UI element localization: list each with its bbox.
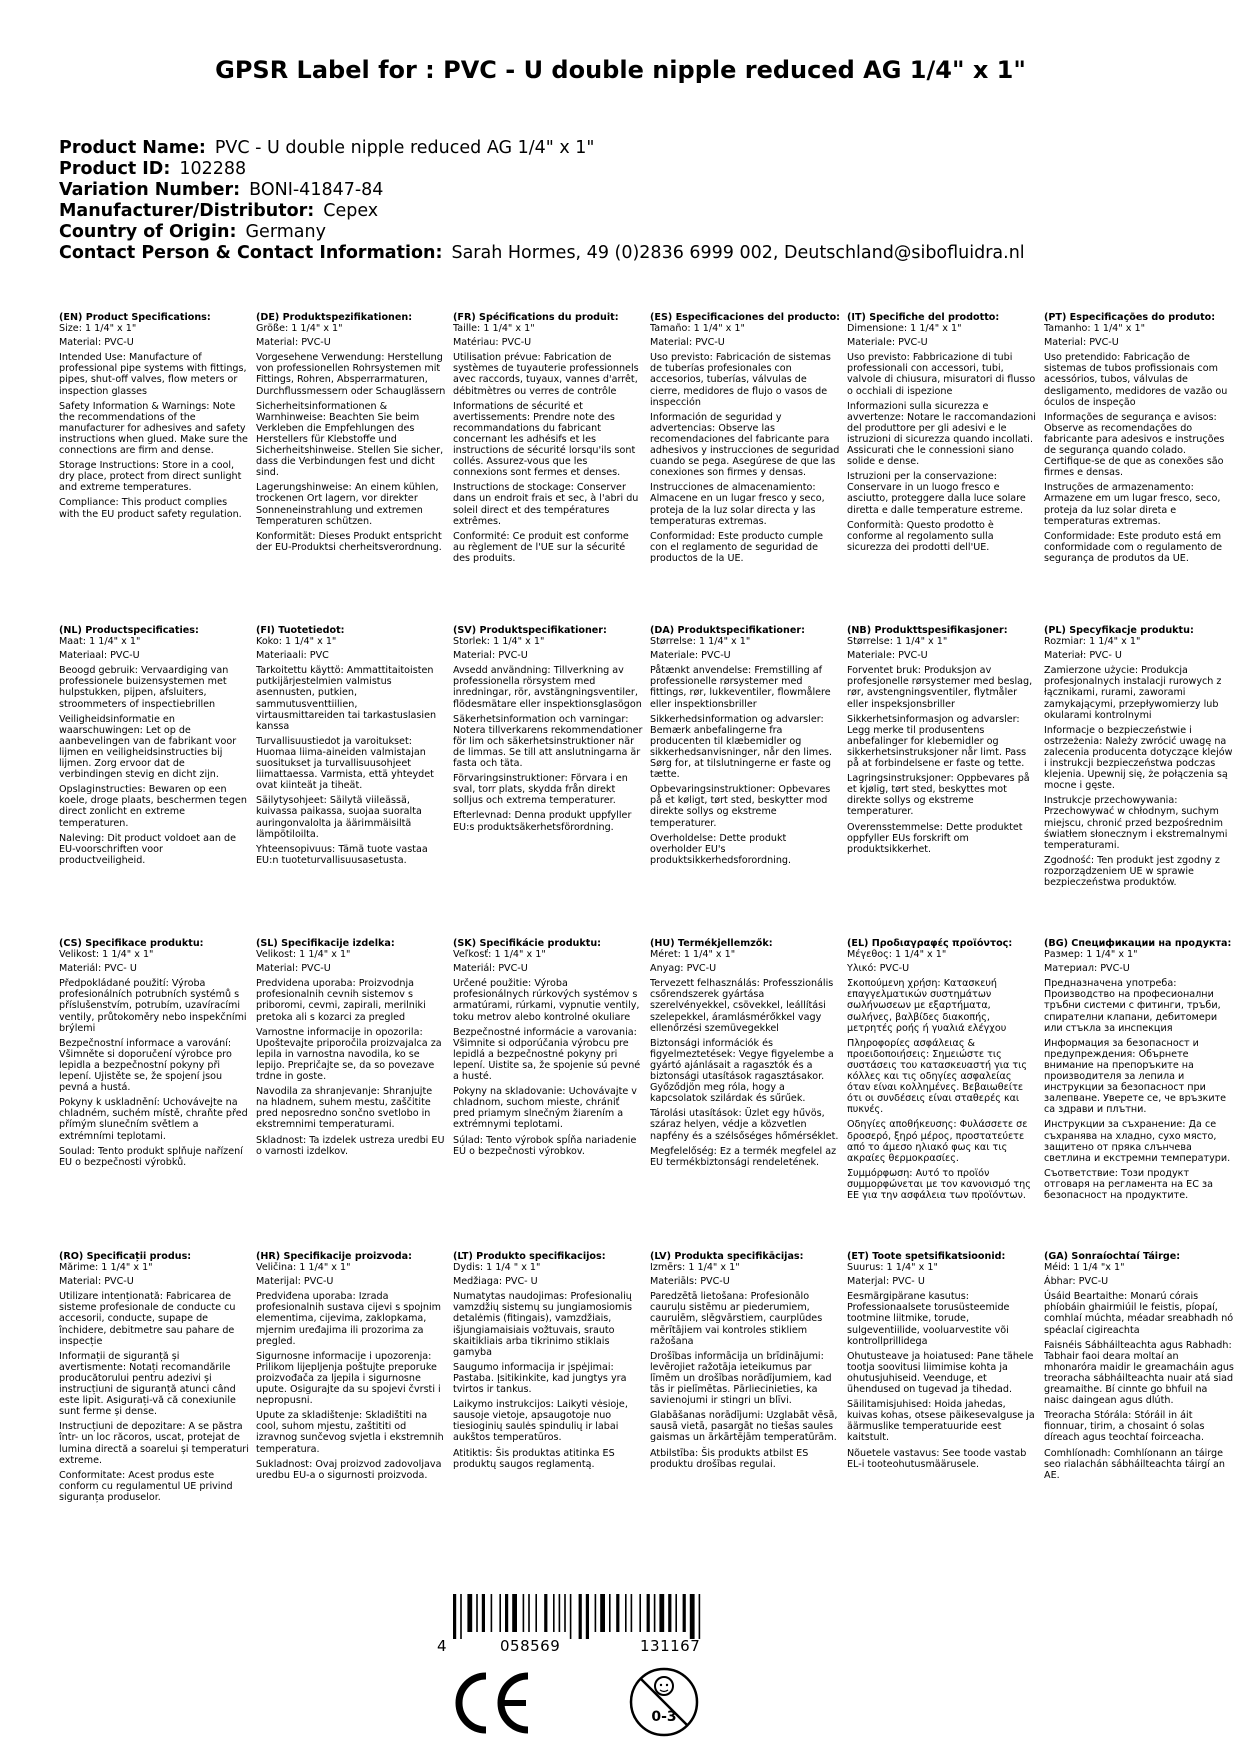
spec-block [650,312,840,616]
spec-block [1044,625,1234,929]
spec-paragraph: Uso previsto: Fabbricazione di tubi professionali con accessori, tubi, valvole di chiusura, misuratori di flusso o occhiali di ispezione [847,352,1036,397]
spec-heading: (NL) Productspecificaties: [59,625,199,636]
spec-paragraph: Safety Information & Warnings: Note the recommendations of the manufacturer for adhesives and safety instructions when glued. Make sure the connections are firm and dense. [59,400,248,457]
spec-line: Méid: 1 1/4 "x 1" [1044,1262,1125,1274]
spec-line: Materiál: PVC-U [453,963,528,975]
spec-paragraph: Varnostne informacije in opozorila: Upoštevajte priporočila proizvajalca za lepila in varnostna navodila, ko se lepijo. Prepričajte se, da so povezave trdne in goste. [256,1026,442,1083]
spec-paragraph: Faisnéis Sábháilteachta agus Rabhadh: Tabhair faoi deara moltaí an mhonaróra maidir le greamacháin agus treoracha sábháilteachta nuair atá siad greamaithe. Bí cinnte go bhfuil na naisc daingean agus dlúth. [1044,1339,1234,1407]
spec-paragraph: Veiligheidsinformatie en waarschuwingen: Let op de aanbevelingen van de fabrikant voor lijmen en veiligheidsinstructies bij lijmen. Zorg ervoor dat de verbindingen stevig en dicht zijn. [59,713,237,781]
spec-heading: (EN) Product Specifications: [59,312,211,323]
spec-paragraph: Conformidade: Este produto está em conformidade com o regulamento de segurança de produtos da UE. [1044,530,1223,564]
spec-paragraph: Conformité: Ce produit est conforme au règlement de l'UE sur la sécurité des produits. [453,530,629,564]
barcode-bar [499,1594,501,1632]
spec-paragraph: Predviđena uporaba: Izrada profesionalnih sustava cijevi s spojnim elementima, cijevima, zaklopkama, mjernim uređajima ili prozorima za pregled. [256,1291,441,1347]
spec-paragraph: Instrucciones de almacenamiento: Almacene en un lugar fresco y seco, proteja de la luz solar directa y las temperaturas extremas. [650,482,825,527]
spec-paragraph: Utilisation prévue: Fabrication de systèmes de tuyauterie professionnels avec raccords, tuyaux, vannes d'arrêt, débitmètres ou verres de contrôle [453,352,639,397]
spec-line: Größe: 1 1/4" x 1" [256,323,343,335]
spec-line: Rozmiar: 1 1/4" x 1" [1044,636,1141,648]
info-label: Variation Number: [59,180,241,200]
info-value: Cepex [323,201,379,221]
spec-paragraph: Atbilstība: Šis produkts atbilst ES produktu drošības regulai. [650,1447,809,1470]
info-label: Manufacturer/Distributor: [59,201,315,221]
spec-paragraph: Lagringsinstruksjoner: Oppbevares på et kjølig, tørt sted, beskyttes mot direkte sollys og ekstreme temperaturer. [847,773,1030,818]
spec-block [847,1251,1037,1555]
spec-line: Материал: PVC-U [1044,963,1130,975]
spec-paragraph: Overensstemmelse: Dette produktet oppfyller EUs forskrift om produktsikkerhet. [847,821,1023,855]
spec-paragraph: Soulad: Tento produkt splňuje nařízení EU o bezpečnosti výrobků. [59,1145,243,1168]
info-label: Product ID: [59,159,171,179]
spec-line: Suurus: 1 1/4" x 1" [847,1262,938,1274]
spec-heading: (PT) Especificações do produto: [1044,312,1216,323]
spec-line: Materiale: PVC-U [847,650,928,662]
barcode-bars-icon [437,1594,742,1639]
spec-paragraph: Uso previsto: Fabricación de sistemas de tuberías profesionales con accesorios, tuberías, válvulas de cierre, medidores de flujo o vasos de inspección [650,352,831,408]
spec-paragraph: Информация за безопасност и предупреждения: Обърнете внимание на препоръките на производителя за лепила и инструкции за безопасност при залепване. Уверете се, че връзките са здрави и плътни. [1044,1037,1227,1116]
spec-paragraph: Säilitamisjuhised: Hoida jahedas, kuivas kohas, otsese päikesevalguse ja äärmuslike temperatuuride eest kaitstult. [847,1399,1035,1444]
spec-line: Size: 1 1/4" x 1" [59,323,137,335]
spec-paragraph: Overholdelse: Dette produkt overholder EU's produktsikkerhedsforordning. [650,832,792,866]
spec-paragraph: Lagerungshinweise: An einem kühlen, trockenen Ort lagern, vor direkter Sonneneinstrahlung und extremen Temperaturen schützen. [256,482,439,527]
page-title: GPSR Label for : PVC - U double nipple reduced AG 1/4" x 1" [215,56,1026,84]
barcode-bar [690,1594,695,1639]
spec-paragraph: Uso pretendido: Fabricação de sistemas de tubos profissionais com acessórios, tubos, válvulas de desligamento, medidores de vazão ou óculos de inspeção [1044,352,1228,408]
spec-paragraph: Instruções de armazenamento: Armazene em um lugar fresco, seco, proteja da luz solar direta e temperaturas extremas. [1044,482,1221,527]
spec-paragraph: Skladnost: Ta izdelek ustreza uredbi EU o varnosti izdelkov. [256,1134,445,1157]
spec-paragraph: Predvidena uporaba: Proizvodnja profesionalnih cevnih sistemov s priboromi, cevmi, zapirali, merilniki pretoka ali s kozarci za pregled [256,978,426,1023]
spec-block [453,625,643,929]
barcode-bar [544,1594,547,1632]
spec-heading: (IT) Specifiche del prodotto: [847,312,1000,323]
info-row [59,243,1199,264]
spec-paragraph: Nõuetele vastavus: See toode vastab EL-i tooteohutusmäärusele. [847,1447,1027,1470]
spec-grid [59,312,1234,1574]
spec-block [847,938,1037,1242]
spec-paragraph: Sikkerhetsinformasjon og advarsler: Legg merke til produsentens anbefalinger for klebemidler og sikkerhetsinstruksjoner når limt. Pass på at forbindelsene er faste og tette. [847,713,1027,770]
barcode-bar [675,1594,677,1632]
spec-block [256,625,446,929]
spec-paragraph: Efterlevnad: Denna produkt uppfyller EU:s produktsäkerhetsförordning. [453,810,632,833]
spec-line: Velikost: 1 1/4" x 1" [256,949,351,961]
spec-line: Tamaño: 1 1/4" x 1" [650,323,745,335]
spec-line: Tamanho: 1 1/4" x 1" [1044,323,1145,335]
barcode-bar [564,1594,566,1632]
spec-line: Material: PVC-U [59,1276,134,1288]
info-value: Germany [245,222,326,242]
spec-block [453,312,643,616]
barcode-bar [579,1594,582,1639]
spec-paragraph: Informações de segurança e avisos: Observe as recomendações do fabricante para adesivos e instruções de segurança quando colado. Certifique-se de que as conexões são firmes e densas. [1044,411,1225,479]
spec-line: Ábhar: PVC-U [1044,1276,1109,1288]
spec-heading: (PL) Specyfikacje produktu: [1044,625,1194,636]
info-label: Product Name: [59,138,206,158]
spec-block [650,938,840,1242]
spec-paragraph: Yhteensopivuus: Tämä tuote vastaa EU:n tuoteturvallisuusasetusta. [256,843,428,866]
spec-line: Izmērs: 1 1/4" x 1" [650,1262,740,1274]
spec-paragraph: Conformità: Questo prodotto è conforme al regolamento sulla sicurezza dei prodotti dell'UE. [847,519,994,553]
barcode-bar [654,1594,656,1632]
spec-heading: (LT) Produkto specifikacijos: [453,1251,606,1262]
spec-paragraph: Bezpečnostné informácie a varovania: Všimnite si odporúčania výrobcu pre lepidlá a bezpečnostné pokyny pri lepení. Uistite sa, že spojenie sú pevné a husté. [453,1026,641,1083]
spec-block [1044,938,1234,1242]
spec-line: Υλικό: PVC-U [847,963,910,975]
spec-line: Размер: 1 1/4" x 1" [1044,949,1138,961]
spec-paragraph: Upute za skladištenje: Skladištiti na cool, suhom mjestu, zaštititi od izravnog sunčevog svjetla i ekstremnih temperatura. [256,1410,444,1455]
spec-block [453,1251,643,1555]
barcode-bar [512,1594,517,1632]
spec-paragraph: Bezpečnostní informace a varování: Všimněte si doporučení výrobce pro lepidla a bezpečnostní pokyny při lepení. Ujistěte se, že spojení jsou pevná a hustá. [59,1037,232,1094]
spec-block [59,625,249,929]
spec-block [650,1251,840,1555]
spec-block [650,625,840,929]
spec-block [453,938,643,1242]
barcode-group-1: 058569 [500,1637,561,1655]
spec-line: Material: PVC-U [1044,337,1119,349]
barcode-bar [467,1594,472,1632]
spec-line: Størrelse: 1 1/4" x 1" [847,636,948,648]
spec-paragraph: Pokyny k uskladnění: Uchovávejte na chladném, suchém místě, chraňte před přímým slunečním světlem a extrémními teplotami. [59,1097,248,1142]
spec-paragraph: Zgodność: Ten produkt jest zgodny z rozporządzeniem UE w sprawie bezpieczeństwa produktów. [1044,854,1220,888]
spec-heading: (LV) Produkta specifikācijas: [650,1251,804,1262]
spec-heading: (NB) Produkttspesifikasjoner: [847,625,1008,636]
spec-line: Dimensione: 1 1/4" x 1" [847,323,962,335]
barcode-bar [683,1594,686,1632]
info-value: 102288 [179,159,247,179]
barcode-bar [559,1594,561,1632]
barcode-group-2: 131167 [640,1637,701,1655]
barcode-bar [528,1594,530,1632]
spec-line: Veličina: 1 1/4" x 1" [256,1262,351,1274]
spec-block [847,625,1037,929]
barcode-bar [482,1594,485,1632]
info-label: Contact Person & Contact Information: [59,243,443,263]
spec-paragraph: Conformidad: Este producto cumple con el reglamento de seguridad de productos de la UE. [650,530,823,564]
spec-line: Veľkosť: 1 1/4" x 1" [453,949,546,961]
spec-line: Matériau: PVC-U [453,337,532,349]
spec-paragraph: Pokyny na skladovanie: Uchovávajte v chladnom, suchom mieste, chrániť pred priamym slnečným žiarením a extrémnymi teplotami. [453,1086,637,1131]
spec-line: Maat: 1 1/4" x 1" [59,636,141,648]
spec-heading: (DE) Produktspezifikationen: [256,312,413,323]
spec-block [1044,1251,1234,1555]
spec-paragraph: Eesmärgipärane kasutus: Professionaalsete torusüsteemide tootmine liitmike, torude, sulgeventiilide, vooluarvestite või kontrollprillidega [847,1291,1010,1347]
info-value: BONI-41847-84 [249,180,384,200]
barcode-bar [647,1594,650,1632]
spec-paragraph: Biztonsági információk és figyelmeztetések: Vegye figyelembe a gyártó ajánlásait a ragasztók és a biztonsági utasítások ragasztásakor. Győződjön meg róla, hogy a kapcsolatok szilárdak és sűrűek. [650,1037,834,1105]
info-row [59,201,1199,222]
spec-paragraph: Megfelelőség: Ez a termék megfelel az EU termékbiztonsági rendeletének. [650,1145,837,1168]
spec-line: Méret: 1 1/4" x 1" [650,949,736,961]
spec-line: Velikost: 1 1/4" x 1" [59,949,154,961]
barcode-bar [625,1594,627,1632]
spec-paragraph: Súlad: Tento výrobok spĺňa nariadenie EÚ o bezpečnosti výrobkov. [453,1134,637,1157]
barcode-bar [616,1594,619,1632]
spec-paragraph: Naleving: Dit product voldoet aan de EU-voorschriften voor productveiligheid. [59,832,236,866]
spec-paragraph: Compliance: This product complies with the EU product safety regulation. [59,497,242,520]
spec-line: Material: PVC-U [256,337,331,349]
spec-line: Taille: 1 1/4" x 1" [453,323,535,335]
spec-paragraph: Treoracha Stórála: Stóráil in áit fionnuar, tirim, a chosaint ó solas díreach agus teochtaí foirceacha. [1044,1410,1205,1444]
spec-paragraph: Určené použitie: Výroba profesionálnych rúrkových systémov s armatúrami, rúrkami, vypnutie ventily, toku metrov alebo kontrolné okuliare [453,978,640,1023]
info-row [59,159,1199,180]
spec-paragraph: Instrucțiuni de depozitare: A se păstra într- un loc răcoros, uscat, protejat de lumina directă a soarelui și temperaturi extreme. [59,1421,249,1466]
spec-line: Materiaal: PVC-U [59,650,140,662]
barcode-bar [668,1594,671,1632]
spec-paragraph: Numatytas naudojimas: Profesionalių vamzdžių sistemų su jungiamosiomis detalėmis (fitingais), vamzdžiais, išjungiamaisiais vožtuvais, srauto skaitikliais arba tikrinimo stiklais gamyba [453,1291,633,1358]
spec-paragraph: Οδηγίες αποθήκευσης: Φυλάσσετε σε δροσερό, ξηρό μέρος, προστατεύετε από το άμεσο ηλιακό φως και τις ακραίες θερμοκρασίες. [847,1119,1028,1164]
spec-heading: (HU) Termékjellemzők: [650,938,773,949]
spec-heading: (FR) Spécifications du produit: [453,312,619,323]
barcode-bar [460,1594,462,1639]
spec-paragraph: Sicherheitsinformationen & Warnhinweise: Beachten Sie beim Verkleben die Empfehlungen des Herstellers für Klebstoffe und Sicherheitshinweise. Stellen Sie sicher, dass die Verbindungen fest und dicht sind. [256,400,444,479]
spec-paragraph: Инструкции за съхранение: Да се съхранява на хладно, сухо място, защитено от пряка слънчева светлина и екстремни температури. [1044,1119,1231,1164]
ce-mark-icon [452,1670,534,1736]
spec-paragraph: Instrukcje przechowywania: Przechowywać w chłodnym, suchym miejscu, chronić przed bezpośrednim światłem słonecznym i ekstremalnymi temperaturami. [1044,795,1228,851]
product-info [59,138,1199,264]
spec-line: Material: PVC-U [453,650,528,662]
barcode-bar [609,1594,611,1632]
spec-paragraph: Informacje o bezpieczeństwie i ostrzeżenia: Należy zwrócić uwagę na zalecenia producenta dotyczące klejów i instrukcji bezpieczeństwa podczas klejenia. Upewnij się, że połączenia są mocne i gęste. [1044,724,1233,792]
spec-paragraph: Vorgesehene Verwendung: Herstellung von professionellen Rohrsystemen mit Fittings, Rohren, Absperrarmaturen, Durchflussmessern oder Schauglässern [256,352,446,397]
spec-paragraph: Съответствие: Този продукт отговаря на регламента на ЕС за безопасност на продуктите. [1044,1167,1213,1201]
spec-paragraph: Sukladnost: Ovaj proizvod zadovoljava uredbu EU-a o sigurnosti proizvoda. [256,1458,442,1481]
spec-line: Medžiaga: PVC- U [453,1276,538,1288]
spec-line: Μέγεθος: 1 1/4" x 1" [847,949,947,961]
spec-paragraph: Σκοπούμενη χρήση: Κατασκευή επαγγελματικών συστημάτων σωλήνωσεων με εξαρτήματα, σωλήνες, βαλβίδες διακοπής, μετρητές ροής ή γυαλιά ελέγχου [847,978,1007,1034]
barcode-bar [553,1594,555,1632]
spec-line: Materiāls: PVC-U [650,1276,730,1288]
spec-paragraph: Předpokládané použití: Výroba profesionálních potrubních systémů s příslušenstvím, potrubím, uzavíracími ventily, průtokoměry nebo inspekčními brýlemi [59,978,247,1034]
barcode-bar [586,1594,589,1639]
barcode-bar [570,1594,572,1639]
spec-paragraph: Påtænkt anvendelse: Fremstilling af professionelle rørsystemer med fittings, rør, lukkeventiler, flowmålere eller inspektionsbriller [650,665,831,710]
spec-paragraph: Atitiktis: Šis produktas atitinka ES produktų saugos reglamentą. [453,1447,615,1470]
spec-line: Material: PVC-U [256,963,331,975]
barcode-bar [491,1594,493,1632]
info-row [59,180,1199,201]
spec-paragraph: Informations de sécurité et avertissements: Prendre note des recommandations du fabricant concernant les adhésifs et les instructions de sécurité lorsqu'ils sont collés. Assurez-vous que les connexions sont fermes et denses. [453,400,636,479]
barcode-bar [639,1594,641,1632]
spec-line: Koko: 1 1/4" x 1" [256,636,337,648]
not-for-children-0-3-icon [628,1662,700,1742]
spec-block [59,312,249,616]
spec-line: Materiale: PVC-U [847,337,928,349]
spec-paragraph: Συμμόρφωση: Αυτό το προϊόν συμμορφώνεται με τον κανονισμό της ΕΕ για την ασφάλεια των προϊόντων. [847,1167,1031,1201]
barcode-bar [453,1594,456,1639]
spec-paragraph: Utilizare intenționată: Fabricarea de sisteme profesionale de conducte cu accesorii, conducte, supape de închidere, debitmetre sau pahare de inspecție [59,1291,236,1347]
info-value: PVC - U double nipple reduced AG 1/4" x 1" [214,138,595,158]
spec-heading: (RO) Specificații produs: [59,1251,192,1262]
spec-line: Storlek: 1 1/4" x 1" [453,636,545,648]
spec-block [59,938,249,1242]
spec-paragraph: Turvallisuustiedot ja varoitukset: Huomaa liima-aineiden valmistajan suositukset ja turvallisuusohjeet liimattaessa. Varmista, että yhteydet ovat kiinteät ja tiheät. [256,735,434,792]
spec-block [256,1251,446,1555]
spec-line: Material: PVC-U [650,337,725,349]
spec-heading: (DA) Produktspecifikationer: [650,625,805,636]
spec-paragraph: Opslaginstructies: Bewaren op een koele, droge plaats, beschermen tegen direct zonlicht en extreme temperaturen. [59,784,247,829]
spec-heading: (ES) Especificaciones del producto: [650,312,840,323]
spec-paragraph: Laikymo instrukcijos: Laikyti vėsioje, sausoje vietoje, apsaugotoje nuo tiesioginių saulės spindulių ir labai aukštos temperatūros. [453,1399,628,1444]
spec-paragraph: Sigurnosne informacije i upozorenja: Prilikom lijepljenja poštujte preporuke proizvođača za ljepila i sigurnosne upute. Osigurajte da su spojevi čvrsti i nepropusni. [256,1350,441,1407]
spec-block [1044,312,1234,616]
info-value: Sarah Hormes, 49 (0)2836 6999 002, Deutschland@sibofluidra.nl [451,243,1025,263]
spec-line: Anyag: PVC-U [650,963,717,975]
spec-heading: (EL) Προδιαγραφές προϊόντος: [847,938,1013,949]
spec-paragraph: Saugumo informacija ir įspėjimai: Pastaba. Įsitikinkite, kad jungtys yra tvirtos ir tankus. [453,1361,627,1396]
spec-line: Materiale: PVC-U [650,650,731,662]
spec-heading: (BG) Спецификации на продукта: [1044,938,1232,949]
spec-block [59,1251,249,1555]
spec-heading: (SV) Produktspecifikationer: [453,625,607,636]
spec-paragraph: Konformität: Dieses Produkt entspricht der EU-Produktsi cherheitsverordnung. [256,530,442,553]
spec-paragraph: Informații de siguranță și avertismente: Notați recomandările producătorului pentru adezivi și instrucțiuni de siguranță atunci când este lipit. Asigurați-vă că conexiunile sunt ferme și dense. [59,1350,236,1418]
spec-paragraph: Avsedd användning: Tillverkning av professionella rörsystem med inredningar, rör, avstängningsventiler, flödesmätare eller inspektionsglasögon [453,665,642,710]
barcode-bar [505,1594,508,1632]
spec-paragraph: Tarkoitettu käyttö: Ammattitaitoisten putkijärjestelmien valmistus asennusten, putkien, sammutusventtiilien, virtausmittareiden tai tarkastuslasien kanssa [256,665,437,732]
spec-paragraph: Tervezett felhasználás: Professzionális csőrendszerek gyártása szerelvényekkel, csövekkel, leállítási szelepekkel, áramlásmérőkkel vagy ellenőrzési szemüvegekkel [650,978,834,1034]
spec-paragraph: Предназначена употреба: Производство на професионални тръбни системи с фитинги, тръби, спирателни клапани, дебитомери или стъкла за инспекция [1044,978,1221,1034]
spec-paragraph: Förvaringsinstruktioner: Förvara i en sval, torr plats, skydda från direkt solljus och extrema temperaturer. [453,773,628,807]
spec-paragraph: Säkerhetsinformation och varningar: Notera tillverkarens rekommendationer för lim och säkerhetsinstruktioner när de limmas. Se till att anslutningarna är fasta och täta. [453,713,643,770]
spec-line: Materiaali: PVC [256,650,329,662]
barcode-bar [476,1594,478,1632]
spec-line: Dydis: 1 1/4 " x 1" [453,1262,541,1274]
spec-heading: (CS) Specifikace produktu: [59,938,204,949]
barcode-bar [631,1594,633,1632]
spec-paragraph: Informazioni sulla sicurezza e avvertenze: Notare le raccomandazioni del produttore per gli adesivi e le istruzioni di sicurezza quando incollati. Assicurati che le connessioni siano solide e dense. [847,400,1036,468]
spec-paragraph: Πληροφορίες ασφάλειας & προειδοποιήσεις: Σημειώστε τις συστάσεις του κατασκευαστή για τις κόλλες και τις οδηγίες ασφαλείας όταν είναι κολλημένες. Βεβαιωθείτε ότι οι συνδέσεις είναι σταθερές και πυκνές. [847,1037,1028,1116]
spec-paragraph: Instructions de stockage: Conserver dans un endroit frais et sec, à l'abri du soleil direct et des températures extrêmes. [453,482,639,527]
spec-block [847,312,1037,616]
spec-paragraph: Zamierzone użycie: Produkcja profesjonalnych instalacji rurowych z łącznikami, rurami, zaworami zamykającymi, przepływomierzy lub okularami kontrolnymi [1044,665,1222,721]
spec-paragraph: Conformitate: Acest produs este conform cu regulamentul UE privind siguranța produselor. [59,1469,233,1503]
barcode-bar [523,1594,525,1632]
spec-paragraph: Istruzioni per la conservazione: Conservare in un luogo fresco e asciutto, proteggere dalla luce solare diretta e dalle temperature estreme. [847,471,1026,516]
spec-paragraph: Información de seguridad y advertencias: Observe las recomendaciones del fabricante para adhesivos y instrucciones de seguridad cuando se pega. Asegúrese de que las conexiones son firmes y densas. [650,411,840,479]
spec-paragraph: Glabāšanas norādījumi: Uzglabāt vēsā, sausā vietā, pasargāt no tiešas saules gaismas un ārkārtējām temperatūrām. [650,1410,838,1444]
spec-heading: (SL) Specifikacije izdelka: [256,938,395,949]
spec-line: Materijal: PVC-U [256,1276,334,1288]
info-row [59,138,1199,159]
spec-block [256,938,446,1242]
spec-block [256,312,446,616]
info-label: Country of Origin: [59,222,237,242]
info-row [59,222,1199,243]
spec-paragraph: Tárolási utasítások: Üzlet egy hűvös, száraz helyen, védje a közvetlen napfény és a szélsőséges hőmérséklet. [650,1108,839,1142]
spec-line: Materjal: PVC- U [847,1276,925,1288]
barcode-bar [595,1594,597,1632]
spec-line: Materiál: PVC- U [59,963,137,975]
spec-line: Material: PVC-U [59,337,134,349]
spec-paragraph: Säilytysohjeet: Säilytä viileässä, kuivassa paikassa, suojaa suoralta auringonvalolta ja äärimmäisiltä lämpötiloilta. [256,795,422,840]
barcode-bar [600,1594,605,1632]
spec-paragraph: Intended Use: Manufacture of professional pipe systems with fittings, pipes, shut-off valves, flow meters or inspection glasses [59,352,247,397]
spec-paragraph: Navodila za shranjevanje: Shranjujte na hladnem, suhem mestu, zaščitite pred neposredno sončno svetlobo in ekstremnimi temperaturami. [256,1086,433,1131]
spec-heading: (FI) Tuotetiedot: [256,625,345,636]
spec-paragraph: Forventet bruk: Produksjon av profesjonelle rørsystemer med beslag, rør, avstengningsventiler, flytmåler eller inspeksjonsbriller [847,665,1033,710]
barcode-bar [699,1594,701,1639]
spec-heading: (GA) Sonraíochtaí Táirge: [1044,1251,1181,1262]
spec-heading: (HR) Specifikacije proizvoda: [256,1251,412,1262]
barcode-left-digit: 4 [437,1637,447,1655]
spec-paragraph: Ohutusteave ja hoiatused: Pane tähele tootja soovitusi liimimise kohta ja ohutusjuhiseid. Veenduge, et ühendused on tugevad ja tihedad. [847,1350,1034,1396]
spec-paragraph: Sikkerhedsinformation og advarsler: Bemærk anbefalingerne fra producenten til klæbemidler og sikkerhedsanvisninger, når den limes. Sørg for, at tilslutningerne er faste og tætte. [650,713,833,781]
spec-line: Størrelse: 1 1/4" x 1" [650,636,751,648]
age-range-label: 0-3 [651,1709,677,1725]
spec-line: Mărime: 1 1/4" x 1" [59,1262,153,1274]
spec-paragraph: Storage Instructions: Store in a cool, dry place, protect from direct sunlight and extreme temperatures. [59,460,242,494]
spec-heading: (SK) Špecifikácie produktu: [453,938,602,949]
barcode-bar [535,1594,537,1632]
spec-heading: (ET) Toote spetsifikatsioonid: [847,1251,1006,1262]
spec-paragraph: Paredzētā lietošana: Profesionālo cauruļu sistēmu ar piederumiem, caurulēm, slēgvārstiem, caurplūdes mērītājiem vai kontroles stikliem ražošana [650,1291,823,1347]
spec-paragraph: Beoogd gebruik: Vervaardiging van professionele buizensystemen met hulpstukken, pijpen, afsluiters, stroommeters of inspectiebrillen [59,665,229,710]
spec-paragraph: Drošības informācija un brīdinājumi: levērojiet ražotāja ieteikumus par līmēm un drošības norādījumiem, kad tās ir pielīmētas. Pārliecinieties, ka savienojumi ir stingri un blīvi. [650,1350,832,1407]
spec-paragraph: Opbevaringsinstruktioner: Opbevares på et køligt, tørt sted, beskytter mod direkte sollys og ekstreme temperaturer. [650,784,831,829]
spec-line: Materiał: PVC- U [1044,650,1122,662]
barcode-bar [659,1594,664,1632]
spec-paragraph: Comhlíonadh: Comhlíonann an táirge seo rialachán sábháilteachta táirgí an AE. [1044,1447,1225,1481]
spec-paragraph: Úsáid Beartaithe: Monarú córais phíobáin ghairmiúil le feistis, píopaí, comhlaí múchta, méadar sreabhadh nó spéaclaí cigireachta [1044,1291,1234,1336]
